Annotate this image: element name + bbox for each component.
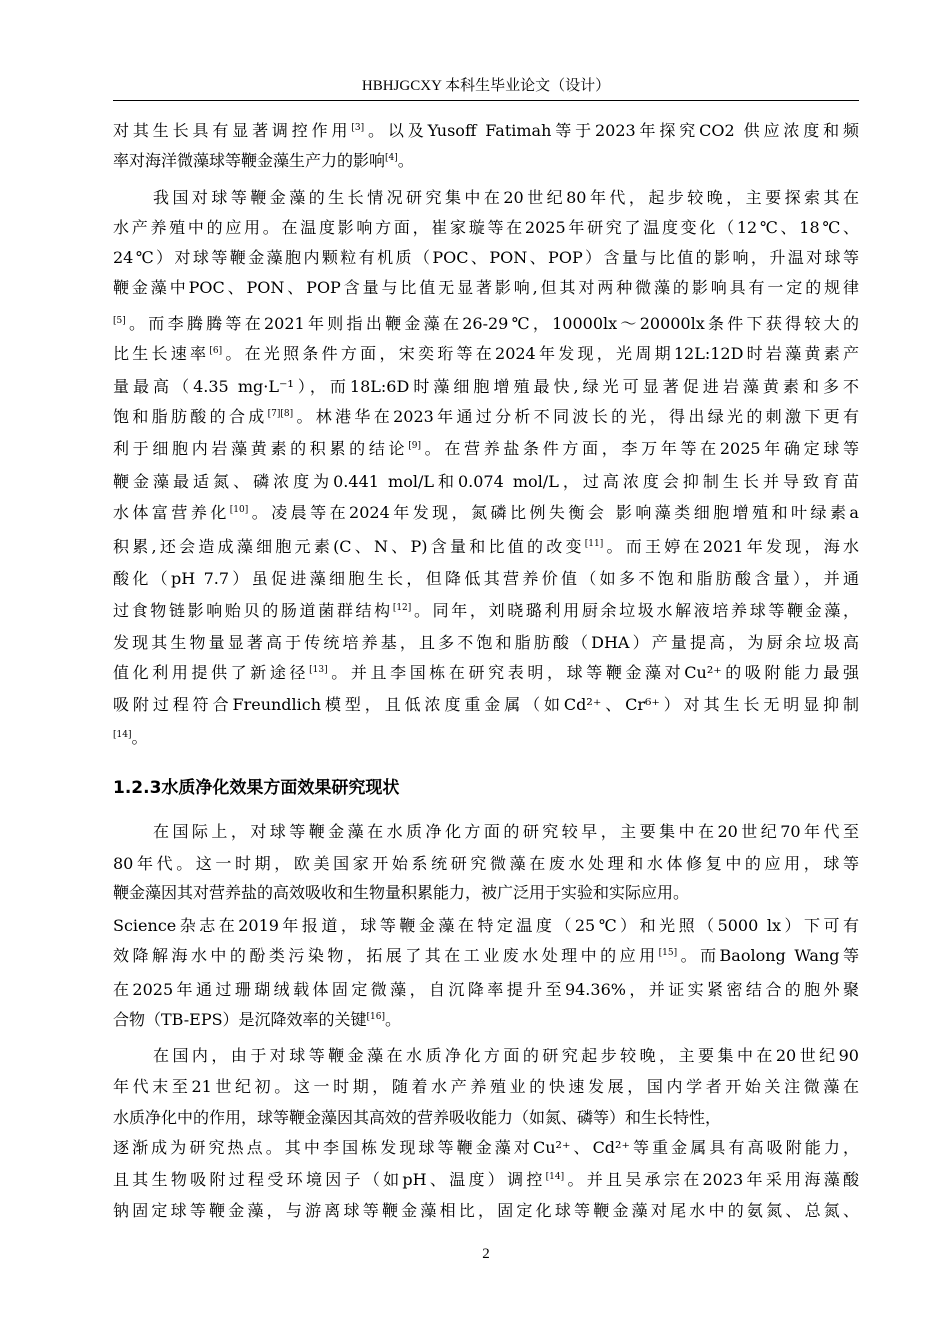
body-line: 鞭金藻最适氮、磷浓度为0.441 mol/L和0.074 mol/L，过高浓度会抑制生长并导致育苗 [113,472,859,491]
body-line: [5]。而李腾腾等在2021年则指出鞭金藻在26-29℃，10000lx～20000lx条件下获得较大的 [113,314,859,333]
body-line: 水体富营养化[10]。凌晨等在2024年发现，氮磷比例失衡会 影响藻类细胞增殖和叶绿素a [113,503,859,522]
body-line: 对其生长具有显著调控作用[3]。以及Yusoff Fatimah等于2023年探究CO2 供应浓度和频 [113,121,859,140]
body-line: 且其生物吸附过程受环境因子（如pH、温度）调控[14]。并且吴承宗在2023年采用海藻酸 [113,1170,859,1189]
body-line: 量最高（4.35 mg·L⁻¹），而18L:6D时藻细胞增殖最快,绿光可显著促进岩藻黄素和多不 [113,377,859,396]
body-line: 钠固定球等鞭金藻，与游离球等鞭金藻相比，固定化球等鞭金藻对尾水中的氨氮、总氮、 [113,1201,859,1220]
body-line: 利于细胞内岩藻黄素的积累的结论[9]。在营养盐条件方面，李万年等在2025年确定球等 [113,439,859,458]
body-line: 饱和脂肪酸的合成[7][8]。林港华在2023年通过分析不同波长的光，得出绿光的刺激下更有 [113,407,859,426]
page-number: 2 [482,1246,490,1262]
body-line: 积累,还会造成藻细胞元素(C、N、P)含量和比值的改变[11]。而王婷在2021年发现，海水 [113,537,859,556]
body-line: 在国内，由于对球等鞭金藻在水质净化方面的研究起步较晚，主要集中在20世纪90 [153,1046,859,1065]
body-line: 效降解海水中的酚类污染物，拓展了其在工业废水处理中的应用[15]。而Baolong Wang等 [113,946,859,965]
body-line: 我国对球等鞭金藻的生长情况研究集中在20世纪80年代，起步较晚，主要探索其在 [153,188,859,207]
body-line: 年代末至21世纪初。这一时期，随着水产养殖业的快速发展，国内学者开始关注微藻在 [113,1077,859,1096]
body-line: 鞭金藻中POC、PON、POP含量与比值无显著影响,但其对两种微藻的影响具有一定的规律 [113,278,859,297]
body-line: 比生长速率[6]。在光照条件方面，宋奕珩等在2024年发现，光周期12L:12D时岩藻黄素产 [113,344,859,363]
body-line: Science杂志在2019年报道，球等鞭金藻在特定温度（25℃）和光照（5000 lx）下可有 [113,916,859,935]
header-rule [113,100,859,101]
body-line: 值化利用提供了新途径[13]。并且李国栋在研究表明，球等鞭金藻对Cu²⁺的吸附能力最强 [113,663,859,682]
body-line: 鞭金藻因其对营养盐的高效吸收和生物量积累能力，被广泛用于实验和实际应用。 [113,883,690,902]
body-line: 逐渐成为研究热点。其中李国栋发现球等鞭金藻对Cu²⁺、Cd²⁺等重金属具有高吸附能力， [113,1138,859,1157]
body-line: 水产养殖中的应用。在温度影响方面，崔家璇等在2025年研究了温度变化（12℃、18℃、 [113,218,859,237]
section-heading: 1.2.3水质净化效果方面效果研究现状 [113,778,400,798]
body-line: 水质净化中的作用，球等鞭金藻因其高效的营养吸收能力（如氮、磷等）和生长特性， [113,1108,722,1127]
body-line: 合物（TB-EPS）是沉降效率的关键[16]。 [113,1010,402,1029]
body-line: 过食物链影响贻贝的肠道菌群结构[12]。同年，刘晓璐利用厨余垃圾水解液培养球等鞭金藻， [113,601,859,620]
body-line: [14]。 [113,728,148,747]
body-line: 在国际上，对球等鞭金藻在水质净化方面的研究较早，主要集中在20世纪70年代至 [153,822,859,841]
body-line: 酸化（pH 7.7）虽促进藻细胞生长，但降低其营养价值（如多不饱和脂肪酸含量），并通 [113,569,859,588]
body-line: 24℃）对球等鞭金藻胞内颗粒有机质（POC、PON、POP）含量与比值的影响，升温对球等 [113,248,859,267]
body-line: 发现其生物量显著高于传统培养基，且多不饱和脂肪酸（DHA）产量提高，为厨余垃圾高 [113,633,859,652]
body-line: 在2025年通过珊瑚绒载体固定微藻，自沉降率提升至94.36%，并证实紧密结合的胞外聚 [113,980,859,999]
body-line: 80年代。这一时期，欧美国家开始系统研究微藻在废水处理和水体修复中的应用，球等 [113,854,859,873]
body-line: 吸附过程符合Freundlich模型，且低浓度重金属（如Cd²⁺、Cr⁶⁺）对其生长无明显抑制 [113,695,859,714]
running-header: HBHJGCXY 本科生毕业论文（设计） [361,78,611,94]
body-line: 率对海洋微藻球等鞭金藻生产力的影响[4]。 [113,151,414,170]
